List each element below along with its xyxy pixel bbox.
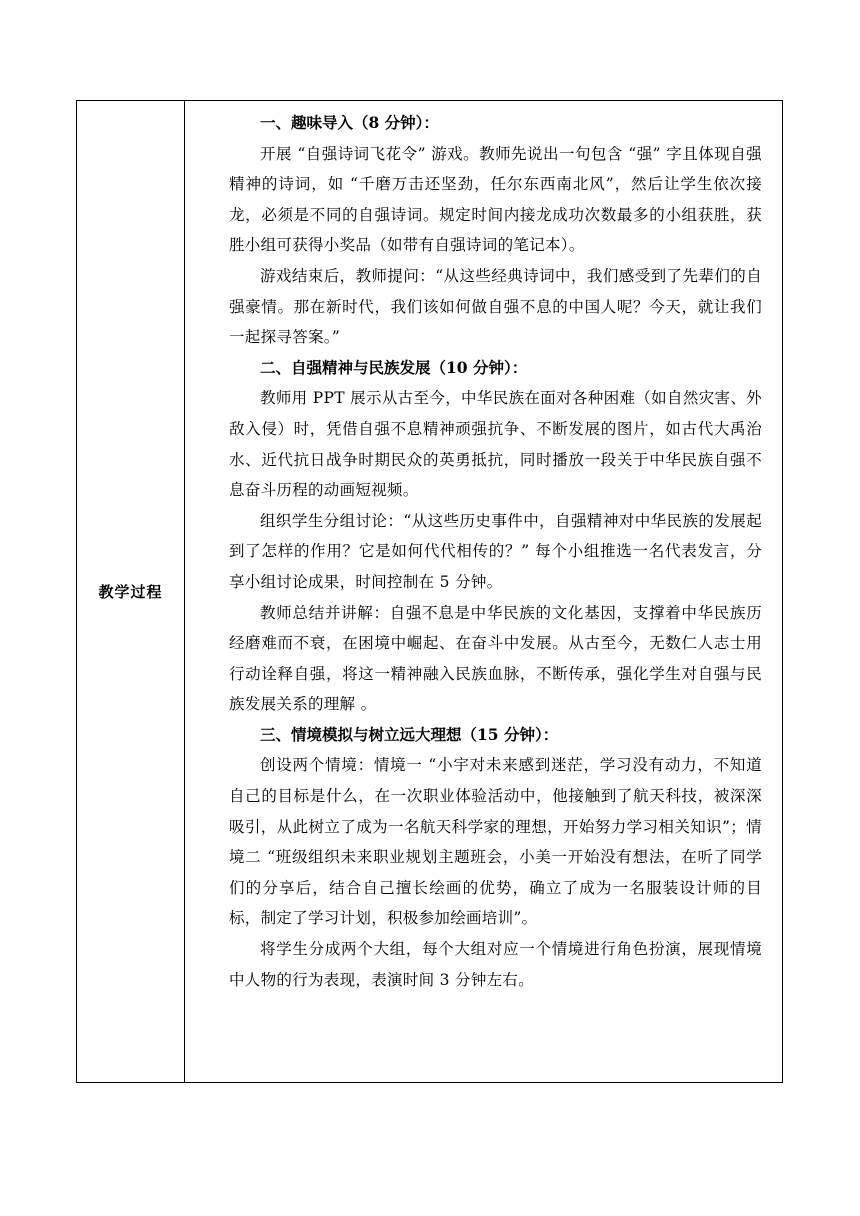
section-heading-scenario: 三、情境模拟与树立远大理想（15 分钟）：: [260, 724, 559, 744]
lesson-plan-table: [76, 100, 783, 1083]
paragraph: 教师用 PPT 展示从古至今，中华民族在面对各种困难（如自然灾害、外敌入侵）时，凭借自强不息精神顽强抗争、不断发展的图片，如古代大禹治水、近代抗日战争时期民众的英勇抵抗，同时播放一段关于中华民族自强不息奋斗历程的动画短视频。: [229, 389, 762, 500]
row-label: 教学过程: [98, 583, 163, 601]
content-cell: [185, 101, 783, 1083]
section-heading-national-development: 二、自强精神与民族发展（10 分钟）：: [260, 357, 528, 377]
paragraph: 组织学生分组讨论：“从这些历史事件中，自强精神对中华民族的发展起到了怎样的作用？它是如何代代相传的？” 每个小组推选一名代表发言，分享小组讨论成果，时间控制在 5 分钟。: [229, 511, 762, 591]
paragraph: 创设两个情境：情境一 “小宇对未来感到迷茫，学习没有动力，不知道自己的目标是什么，在一次职业体验活动中，他接触到了航天科技，被深深吸引，从此树立了成为一名航天科学家的理想，开始努力学习相关知识”；情境二 “班级组织未来职业规划主题班会，小美一开始没有想法，在听了同学们的分享后，结合自己擅长绘画的优势，确立了成为一名服装设计师的目标，制定了学习计划，积极参加绘画培训”。: [229, 756, 762, 928]
paragraph: 游戏结束后，教师提问：“从这些经典诗词中，我们感受到了先辈们的自强豪情。那在新时代，我们该如何做自强不息的中国人呢？今天，就让我们一起探寻答案。”: [229, 266, 762, 347]
table-row: [77, 101, 783, 1083]
section-heading-intro: 一、趣味导入（8 分钟）：: [260, 113, 439, 132]
row-label-cell: [77, 101, 185, 1083]
paragraph: 开展 “自强诗词飞花令” 游戏。教师先说出一句包含 “强” 字且体现自强精神的诗词，如 “千磨万击还坚劲，任尔东西南北风”，然后让学生依次接龙，必须是不同的自强诗词。规定时间内接龙成功次数最多的小组获胜，获胜小组可获得小奖品（如带有自强诗词的笔记本）。: [229, 144, 762, 255]
paragraph: 将学生分成两个大组，每个大组对应一个情境进行角色扮演，展现情境中人物的行为表现，表演时间 3 分钟左右。: [229, 940, 762, 989]
paragraph: 教师总结并讲解：自强不息是中华民族的文化基因，支撑着中华民族历经磨难而不衰，在困境中崛起、在奋斗中发展。从古至今，无数仁人志士用行动诠释自强，将这一精神融入民族血脉，不断传承，强化学生对自强与民族发展关系的理解 。: [229, 603, 762, 714]
